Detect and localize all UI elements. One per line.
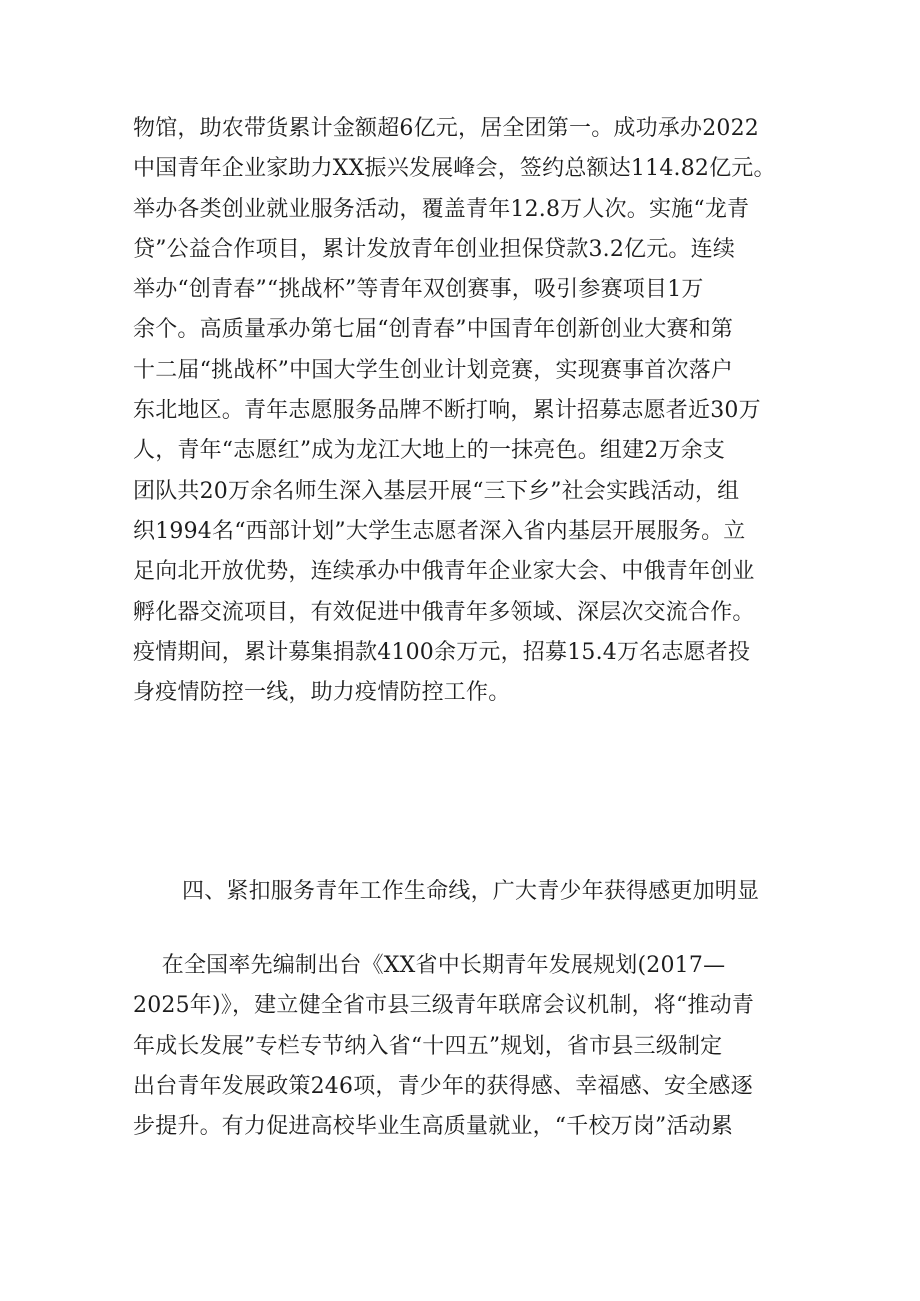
paragraph-1-line-10: 团队共20万余名师生深入基层开展“三下乡”社会实践活动，组: [133, 478, 740, 504]
paragraph-1-line-12: 足向北开放优势，连续承办中俄青年企业家大会、中俄青年创业: [133, 559, 755, 585]
paragraph-1-line-8: 东北地区。青年志愿服务品牌不断打响，累计招募志愿者近30万: [133, 398, 761, 424]
paragraph-1-line-2: 中国青年企业家助力XX振兴发展峰会，签约总额达114.82亿元。: [133, 156, 776, 182]
paragraph-2-line-3: 年成长发展”专栏专节纳入省“十四五”规划，省市县三级制定: [133, 1033, 723, 1059]
paragraph-1-line-6: 余个。高质量承办第七届“创青春”中国青年创新创业大赛和第: [133, 317, 734, 343]
section-heading: 四、紧扣服务青年工作生命线，广大青少年获得感更加明显: [182, 879, 760, 904]
paragraph-1-line-11: 织1994名“西部计划”大学生志愿者深入省内基层开展服务。立: [133, 518, 746, 544]
paragraph-2-line-5: 步提升。有力促进高校毕业生高质量就业，“千校万岗”活动累: [133, 1114, 734, 1140]
paragraph-2-line-1: 在全国率先编制出台《XX省中长期青年发展规划(2017—: [133, 953, 726, 978]
paragraph-1-line-9: 人，青年“志愿红”成为龙江大地上的一抹亮色。组建2万余支: [133, 438, 726, 464]
paragraph-1-line-13: 孵化器交流项目，有效促进中俄青年多领域、深层次交流合作。: [133, 599, 755, 625]
paragraph-1-line-14: 疫情期间，累计募集捐款4100余万元，招募15.4万名志愿者投: [133, 639, 751, 665]
paragraph-1-line-7: 十二届“挑战杯”中国大学生创业计划竞赛，实现赛事首次落户: [133, 357, 734, 383]
paragraph-1-line-4: 贷”公益合作项目，累计发放青年创业担保贷款3.2亿元。连续: [133, 236, 736, 262]
paragraph-1-line-5: 举办“创青春”“挑战杯”等青年双创赛事，吸引参赛项目1万: [133, 277, 704, 303]
body-paragraph-1: [133, 109, 813, 713]
paragraph-1-line-3: 举办各类创业就业服务活动，覆盖青年12.8万人次。实施“龙青: [133, 196, 750, 222]
paragraph-1-line-1: 物馆，助农带货累计金额超6亿元，居全团第一。成功承办2022: [133, 116, 759, 141]
paragraph-1-line-15: 身疫情防控一线，助力疫情防控工作。: [133, 680, 511, 706]
paragraph-2-line-4: 出台青年发展政策246项，青少年的获得感、幸福感、安全感逐: [133, 1073, 753, 1099]
paragraph-2-line-2: 2025年)》，建立健全省市县三级青年联席会议机制，将“推动青: [133, 993, 755, 1019]
body-paragraph-2: [133, 946, 813, 1147]
